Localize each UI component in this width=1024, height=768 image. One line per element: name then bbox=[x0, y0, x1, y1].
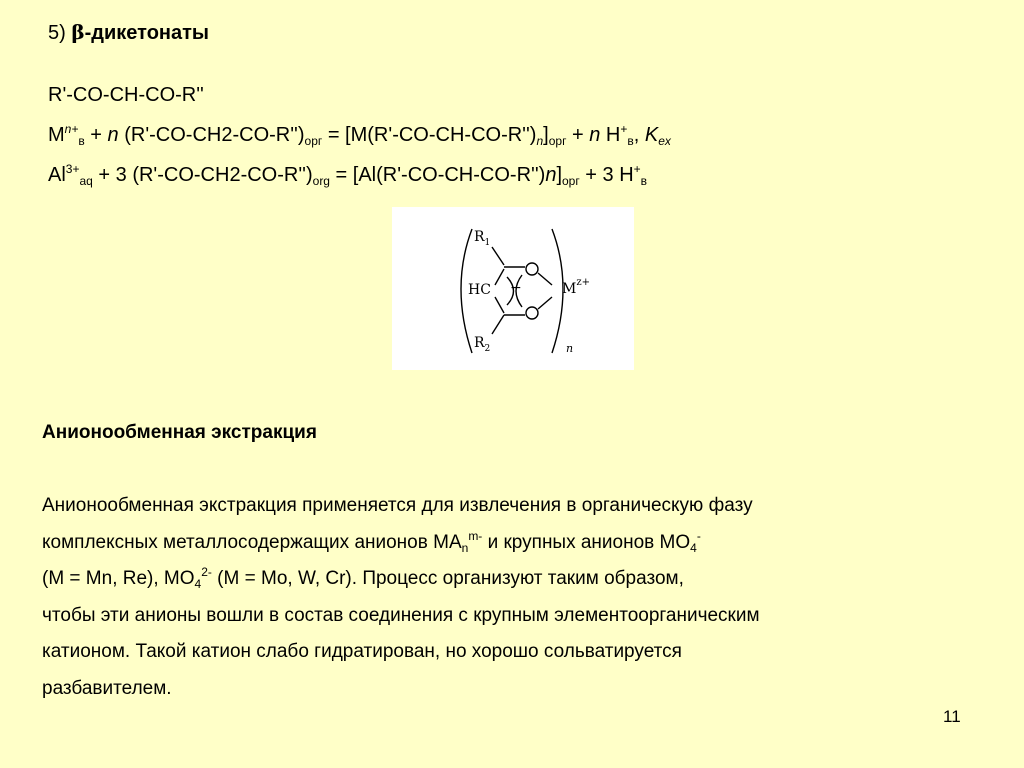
eq2-n: n bbox=[589, 124, 601, 146]
bond-o-m-lower bbox=[538, 297, 552, 309]
bond-r2 bbox=[492, 315, 504, 334]
bond-hc-lower bbox=[495, 297, 504, 313]
oxygen-lower bbox=[526, 307, 538, 319]
bond-hc-upper bbox=[495, 269, 504, 285]
eq2-text: ] bbox=[543, 124, 549, 146]
eq3-n: n bbox=[545, 164, 557, 186]
eq2-text: + bbox=[84, 124, 108, 146]
eq2-k: K bbox=[644, 124, 659, 146]
oxygen-upper bbox=[526, 263, 538, 275]
eq3-text: = [Al(R'-CO-CH-CO-R'') bbox=[329, 164, 546, 186]
eq2-h-phase: в bbox=[627, 134, 634, 148]
bond-r1 bbox=[492, 247, 504, 265]
equation-2 bbox=[48, 124, 671, 147]
eq3-metal: Al bbox=[48, 164, 66, 186]
eq3-h-charge: + bbox=[633, 162, 641, 176]
eq2-phase: орг bbox=[548, 134, 567, 148]
page-number: 11 bbox=[943, 707, 961, 726]
body-paragraph bbox=[42, 488, 1017, 707]
eq3-phase: org bbox=[312, 174, 330, 188]
eq2-text: , bbox=[633, 124, 645, 146]
eq3-text: + 3 (R'-CO-CH2-CO-R'') bbox=[92, 164, 313, 186]
eq3-metal-charge: 3+ bbox=[65, 162, 80, 176]
metal-label: $M^{z+}$ bbox=[562, 277, 590, 297]
bond-o-m-upper bbox=[538, 273, 552, 285]
paragraph-line: разбавителем. bbox=[42, 677, 172, 699]
eq2-h-charge: + bbox=[620, 122, 628, 136]
r1-label: $R_1$ bbox=[474, 229, 491, 248]
eq3-h-phase: в bbox=[640, 174, 648, 188]
chelate-structure-figure bbox=[392, 207, 634, 370]
slide-heading bbox=[48, 20, 209, 45]
eq2-n: n bbox=[536, 134, 544, 148]
n-subscript-label: n bbox=[566, 342, 574, 355]
section-title: Анионообменная экстракция bbox=[42, 422, 317, 443]
paragraph-line: комплексных металлосодержащих анионов $MA_n^{m-}$ и крупных анионов $MO_4^-$ bbox=[42, 528, 701, 555]
hc-label: HC bbox=[468, 282, 491, 298]
eq2-phase: орг bbox=[304, 134, 323, 148]
equation-3 bbox=[48, 164, 647, 187]
eq2-text: = [M(R'-CO-CH-CO-R'') bbox=[322, 124, 537, 146]
eq2-metal-charge: n+ bbox=[64, 122, 79, 136]
eq2-text: (R'-CO-CH2-CO-R'') bbox=[118, 124, 305, 146]
paragraph-line: Анионообменная экстракция применяется для извлечения в органическую фазу bbox=[42, 495, 753, 516]
eq3-phase: орг bbox=[562, 174, 580, 188]
heading-title: -дикетонаты bbox=[84, 22, 209, 44]
heading-number: 5) bbox=[48, 22, 66, 44]
eq2-metal-phase: в bbox=[78, 134, 85, 148]
paragraph-line: чтобы эти анионы вошли в состав соединения с крупным элементоорганическим bbox=[42, 604, 760, 626]
eq2-n: n bbox=[107, 124, 119, 146]
eq2-text: + bbox=[566, 124, 590, 146]
heading-beta: β bbox=[71, 20, 85, 44]
eq2-metal: M bbox=[48, 124, 65, 146]
r2-label: $R_2$ bbox=[474, 335, 491, 354]
paragraph-line: (M = Mn, Re), $MO_4^{2-}$ (M = Mo, W, Cr). Процесс организуют таким образом, bbox=[42, 565, 684, 591]
minus-label: − bbox=[510, 280, 522, 296]
eq2-text: H bbox=[600, 124, 621, 146]
eq3-metal-phase: aq bbox=[79, 174, 93, 188]
eq2-k-sub: ex bbox=[658, 134, 671, 148]
eq3-text: + 3 H bbox=[579, 164, 634, 186]
paragraph-line: катионом. Такой катион слабо гидратирован, но хорошо сольватируется bbox=[42, 641, 682, 662]
eq3-text: ] bbox=[556, 164, 562, 186]
equation-1: R'-CO-CH-CO-R'' bbox=[48, 84, 204, 106]
